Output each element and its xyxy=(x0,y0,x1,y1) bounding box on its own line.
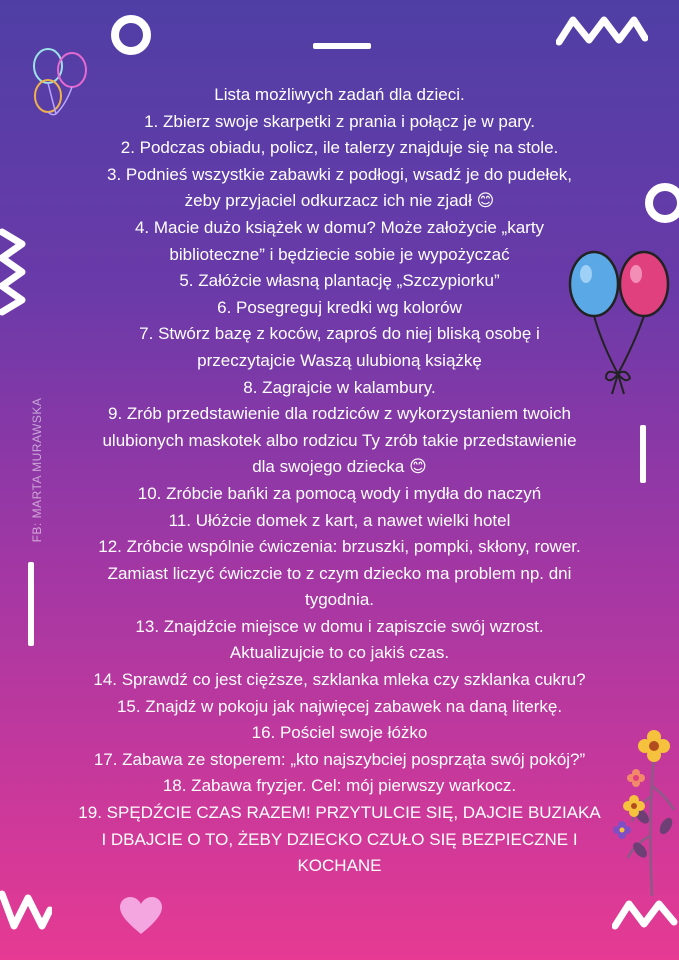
ring-icon-right xyxy=(640,178,679,228)
list-line: Aktualizujcie to co jakiś czas. xyxy=(229,643,450,663)
list-line: 6. Posegreguj kredki wg kolorów xyxy=(217,297,462,317)
list-line: 5. Załóżcie własną plantację „Szczypiorku” xyxy=(179,271,500,291)
list-line: 8. Zagrajcie w kalambury. xyxy=(243,377,436,397)
list-line: 16. Pościel swoje łóżko xyxy=(251,723,428,743)
list-line: 18. Zabawa fryzjer. Cel: mój pierwszy warkocz. xyxy=(162,776,517,796)
task-list xyxy=(40,82,639,880)
zigzag-icon-top-right xyxy=(556,12,648,48)
list-line: biblioteczne” i będziecie sobie je wypożyczać xyxy=(169,244,510,264)
list-line: żeby przyjaciel odkurzacz ich nie zjadł 😊 xyxy=(184,191,495,211)
zigzag-icon-left xyxy=(0,226,30,316)
divider-bar-top xyxy=(313,43,371,49)
zigzag-icon-bottom-right xyxy=(612,896,678,932)
list-line: 11. Ułóżcie domek z kart, a nawet wielki hotel xyxy=(168,510,511,530)
list-line: dla swojego dziecka 😊 xyxy=(252,457,427,477)
list-line: 10. Zróbcie bańki za pomocą wody i mydła do naczyń xyxy=(137,483,542,503)
list-line: 14. Sprawdź co jest cięższe, szklanka mleka czy szklanka cukru? xyxy=(93,670,586,690)
list-title: Lista możliwych zadań dla dzieci. xyxy=(214,85,465,104)
zigzag-icon-bottom-left xyxy=(0,888,52,934)
list-line: 9. Zrób przedstawienie dla rodziców z wykorzystaniem twoich xyxy=(108,404,571,424)
list-line: 15. Znajdź w pokoju jak najwięcej zabawek na daną literkę. xyxy=(116,696,563,716)
list-line: 3. Podnieś wszystkie zabawki z podłogi, wsadź je do pudełek, xyxy=(107,164,572,184)
list-line: 2. Podczas obiadu, policz, ile talerzy znajduje się na stole. xyxy=(120,138,559,158)
list-line: ulubionych maskotek albo rodzicu Ty zrób takie przedstawienie xyxy=(102,430,577,450)
divider-bar-left xyxy=(28,562,34,646)
list-line: Zamiast liczyć ćwiczcie to z czym dziecko ma problem np. dni xyxy=(107,563,572,583)
list-line: I DBAJCIE O TO, ŻEBY DZIECKO CZUŁO SIĘ BEZPIECZNE I xyxy=(101,829,578,849)
list-line: 19. SPĘDŹCIE CZAS RAZEM! PRZYTULCIE SIĘ, DAJCIE BUZIAKA xyxy=(78,803,601,823)
heart-icon xyxy=(118,896,164,936)
list-line: 13. Znajdźcie miejsce w domu i zapiszcie swój wzrost. xyxy=(135,616,544,636)
divider-bar-right xyxy=(640,425,646,483)
ring-icon-top xyxy=(106,10,156,60)
list-line: tygodnia. xyxy=(305,590,374,610)
list-line: przeczytajcie Waszą ulubioną książkę xyxy=(197,350,482,370)
author-credit: FB: MARTA MURAWSKA xyxy=(30,397,44,543)
list-line: KOCHANE xyxy=(297,856,382,876)
list-line: 7. Stwórz bazę z koców, zaproś do niej bliską osobę i xyxy=(139,324,540,344)
list-line: 4. Macie dużo książek w domu? Może założycie „karty xyxy=(134,217,545,237)
list-line: 12. Zróbcie wspólnie ćwiczenia: brzuszki, pompki, skłony, rower. xyxy=(98,537,581,557)
list-line: 1. Zbierz swoje skarpetki z prania i połącz je w pary. xyxy=(144,111,535,131)
list-line: 17. Zabawa ze stoperem: „kto najszybciej posprząta swój pokój?” xyxy=(93,749,586,769)
